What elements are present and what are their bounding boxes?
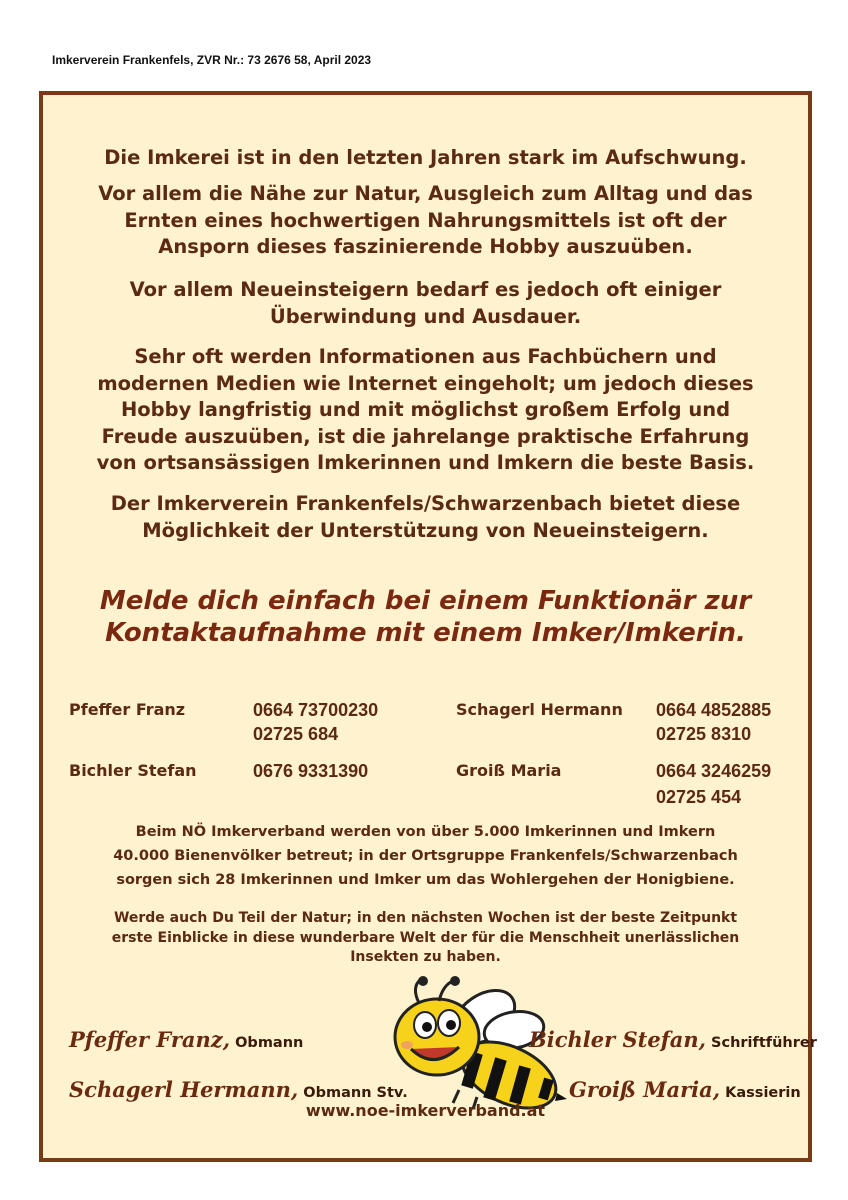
intro-paragraph-2: [43, 181, 808, 261]
cta-line: Melde dich einfach bei einem Funktionär zur: [99, 586, 752, 616]
contact-phone: 0664 3246259: [656, 761, 772, 781]
intro-line: Vor allem die Nähe zur Natur, Ausgleich zum Alltag und das: [98, 182, 753, 205]
intro-paragraph-4: [43, 344, 808, 477]
invite-line: Insekten zu haben.: [350, 949, 501, 965]
signature-kassierin: [569, 1077, 801, 1102]
contact-phone: 0676 9331390: [253, 761, 369, 781]
contact-name: Groiß Maria: [456, 761, 562, 780]
intro-line: Ernten eines hochwertigen Nahrungsmittels ist oft der: [124, 208, 727, 232]
signature-role: Kassierin: [725, 1085, 801, 1101]
signature-schriftfuehrer: [529, 1027, 817, 1052]
intro-line: Die Imkerei ist in den letzten Jahren stark im Aufschwung.: [104, 146, 747, 169]
signature-name: Groiß Maria,: [569, 1077, 721, 1102]
intro-line: Möglichkeit der Unterstützung von Neueinsteigern.: [142, 518, 709, 542]
intro-line: Freude auszuüben, ist die jahrelange praktische Erfahrung: [101, 424, 750, 448]
contact-phone: 02725 8310: [656, 724, 752, 744]
invite-paragraph: [43, 909, 808, 968]
call-to-action: [43, 585, 808, 649]
invite-line: erste Einblicke in diese wunderbare Welt der für die Menschheit unerlässlichen: [111, 929, 740, 946]
signature-role: Obmann Stv.: [303, 1085, 408, 1101]
signature-name: Schagerl Hermann,: [69, 1077, 299, 1102]
contact-phone: 02725 684: [253, 724, 339, 744]
invite-line: Werde auch Du Teil der Natur; in den nächsten Wochen ist der beste Zeitpunkt: [113, 910, 738, 926]
contact-name: Schagerl Hermann: [456, 700, 623, 719]
flyer-frame: [39, 91, 817, 1162]
intro-line: Hobby langfristig und mit möglichst großem Erfolg und: [120, 398, 731, 421]
intro-line: von ortsansässigen Imkerinnen und Imkern die beste Basis.: [96, 451, 755, 474]
cta-line: Kontaktaufnahme mit einem Imker/Imkerin.: [105, 618, 746, 648]
signature-role: Schriftführer: [711, 1035, 817, 1051]
stats-line: Beim NÖ Imkerverband werden von über 5.000 Imkerinnen und Imkern: [135, 824, 716, 840]
stats-paragraph: [43, 820, 808, 892]
document-header: Imkerverein Frankenfels, ZVR Nr.: 73 2676 58, April 2023: [52, 53, 372, 67]
signature-name: Bichler Stefan,: [529, 1027, 706, 1052]
stats-line: sorgen sich 28 Imkerinnen und Imker um das Wohlergehen der Honigbiene.: [116, 872, 735, 888]
intro-paragraph-5: [43, 491, 808, 544]
contact-name: Bichler Stefan: [69, 761, 197, 780]
intro-line: Überwindung und Ausdauer.: [269, 304, 582, 328]
intro-line: Sehr oft werden Informationen aus Fachbüchern und: [134, 345, 717, 368]
website-link[interactable]: www.noe-imkerverband.at: [305, 1101, 546, 1120]
signature-obmann-stv: [69, 1077, 408, 1102]
contact-phone: 02725 454: [656, 787, 742, 807]
intro-line: Ansporn dieses faszinierende Hobby auszuüben.: [158, 235, 693, 258]
contact-name: Pfeffer Franz: [69, 700, 186, 719]
intro-line: Der Imkerverein Frankenfels/Schwarzenbach bietet diese: [110, 492, 741, 515]
intro-paragraph-1: [43, 145, 808, 172]
intro-paragraph-3: [43, 277, 808, 330]
signature-role: Obmann: [235, 1035, 304, 1051]
intro-line: modernen Medien wie Internet eingeholt; um jedoch dieses: [97, 371, 754, 395]
signature-obmann: [69, 1027, 303, 1052]
intro-line: Vor allem Neueinsteigern bedarf es jedoch oft einiger: [129, 278, 722, 301]
signature-name: Pfeffer Franz,: [69, 1027, 231, 1052]
stats-line: 40.000 Bienenvölker betreut; in der Ortsgruppe Frankenfels/Schwarzenbach: [113, 848, 738, 864]
contact-phone: 0664 4852885: [656, 700, 772, 720]
contact-phone: 0664 73700230: [253, 700, 379, 720]
